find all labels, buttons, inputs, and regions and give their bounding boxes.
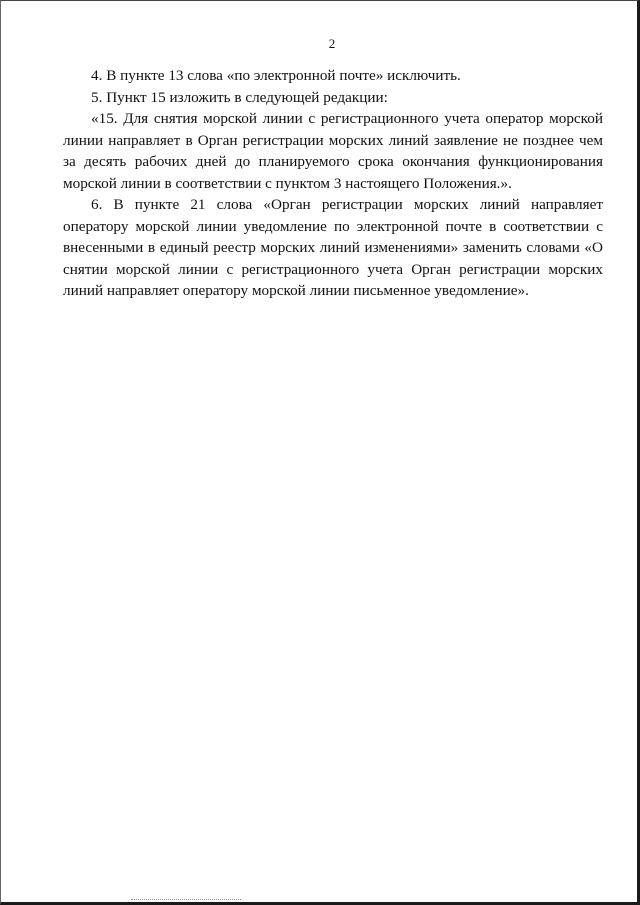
paragraph-item-5: 5. Пункт 15 изложить в следующей редакции: bbox=[91, 88, 388, 106]
paragraph-item-4: 4. В пункте 13 слова «по электронной почте» исключить. bbox=[91, 67, 461, 84]
page-number: 2 bbox=[328, 36, 336, 51]
paragraph-item-15-quote: «15. Для снятия морской линии с регистрационного учета оператор морской линии направляет в Орган регистрации морских линий заявление не позднее чем за десять рабочих дней до планируемого срока окончания функционирования морской линии в соответствии с пунктом 3 настоящего Положения.». bbox=[63, 110, 603, 192]
scan-artifact bbox=[131, 899, 241, 900]
document-body bbox=[63, 65, 603, 302]
paragraph-item-6: 6. В пункте 21 слова «Орган регистрации морских линий направляет оператору морской линии уведомление по электронной почте в соответствии с внесенными в единый реестр морских линий изменениями» заменить словами «О снятии морской линии с регистрационного учета Орган регистрации морских линий направляет оператору морской линии письменное уведомление». bbox=[63, 196, 603, 299]
